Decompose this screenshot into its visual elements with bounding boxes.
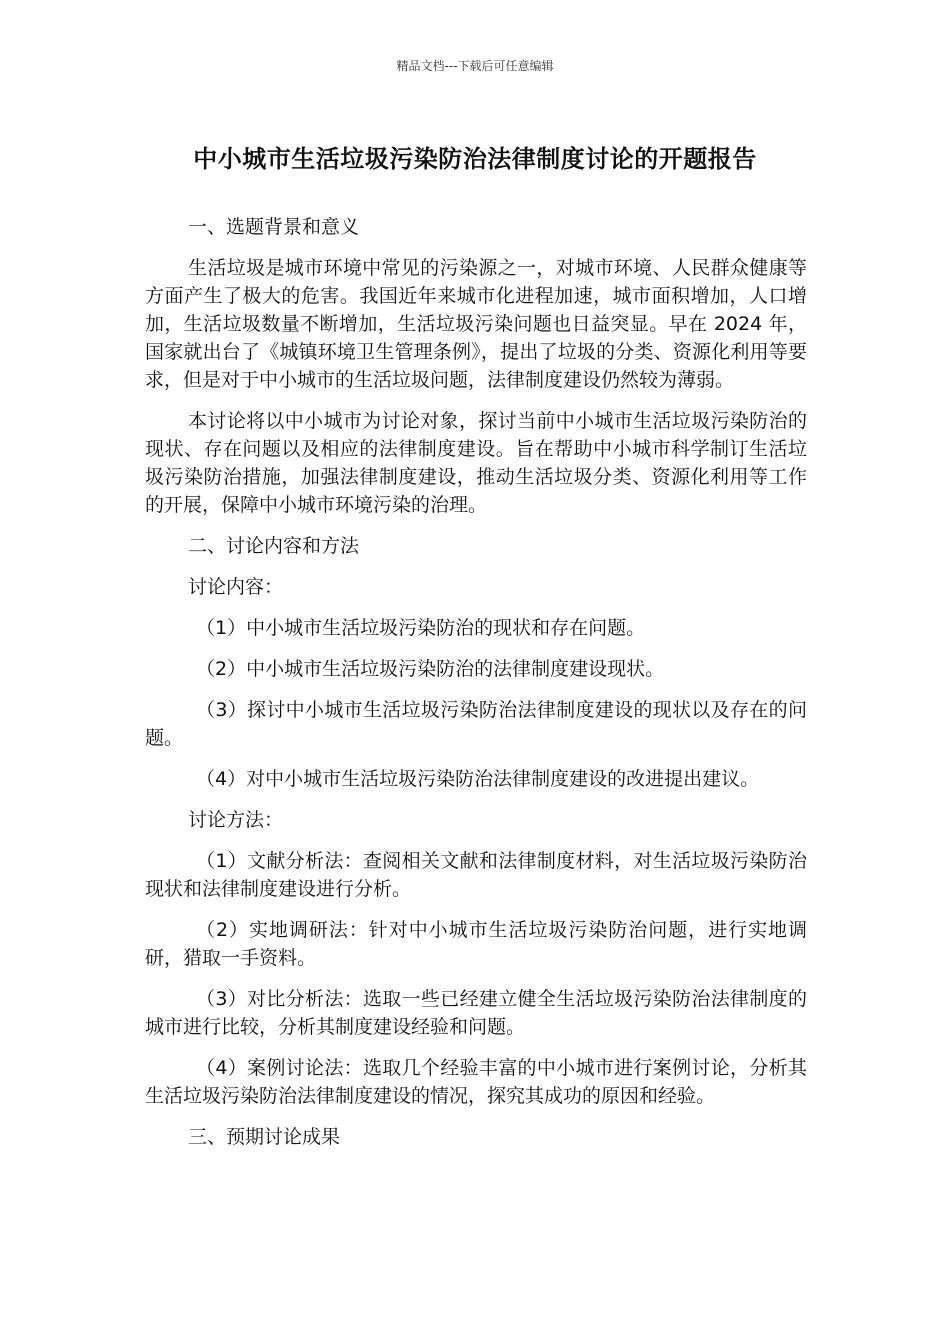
document-body [145, 213, 807, 1164]
section-heading-2: 二、讨论内容和方法 [188, 535, 360, 557]
header-note: 精品文档---下载后可任意编辑 [396, 59, 554, 73]
paragraph-background: 生活垃圾是城市环境中常见的污染源之一，对城市环境、人民群众健康等方面产生了极大的危害。我国近年来城市化进程加速，城市面积增加，人口增加，生活垃圾数量不断增加，生活垃圾污染问题也日益突显。早在 2024 年，国家就出台了《城镇环境卫生管理条例》，提出了垃圾的分类、资源化利用等要求，但是对于中小城市的生活垃圾问题，法律制度建设仍然较为薄弱。 [145, 257, 807, 391]
document-title: 中小城市生活垃圾污染防治法律制度讨论的开题报告 [193, 145, 757, 173]
paragraph-purpose: 本讨论将以中小城市为讨论对象，探讨当前中小城市生活垃圾污染防治的现状、存在问题以及相应的法律制度建设。旨在帮助中小城市科学制订生活垃圾污染防治措施，加强法律制度建设，推动生活垃圾分类、资源化利用等工作的开展，保障中小城市环境污染的治理。 [145, 410, 807, 516]
list-item: （2）中小城市生活垃圾污染防治的法律制度建设现状。 [196, 658, 665, 680]
content-label: 讨论内容： [188, 576, 284, 598]
list-item: （4）案例讨论法：选取几个经验丰富的中小城市进行案例讨论，分析其生活垃圾污染防治法律制度建设的情况，探究其成功的原因和经验。 [145, 1057, 807, 1107]
list-item: （3）对比分析法：选取一些已经建立健全生活垃圾污染防治法律制度的城市进行比较，分析其制度建设经验和问题。 [145, 988, 807, 1038]
list-item: （3）探讨中小城市生活垃圾污染防治法律制度建设的现状以及存在的问题。 [145, 699, 807, 749]
section-heading-3: 三、预期讨论成果 [188, 1126, 341, 1148]
list-item: （2）实地调研法：针对中小城市生活垃圾污染防治问题，进行实地调研，猎取一手资料。 [145, 919, 807, 969]
method-label: 讨论方法： [188, 809, 284, 831]
section-heading-1: 一、选题背景和意义 [188, 216, 360, 238]
list-item: （4）对中小城市生活垃圾污染防治法律制度建设的改进提出建议。 [196, 768, 760, 790]
list-item: （1）中小城市生活垃圾污染防治的现状和存在问题。 [196, 617, 646, 639]
list-item: （1）文献分析法：查阅相关文献和法律制度材料，对生活垃圾污染防治现状和法律制度建设进行分析。 [145, 850, 807, 900]
